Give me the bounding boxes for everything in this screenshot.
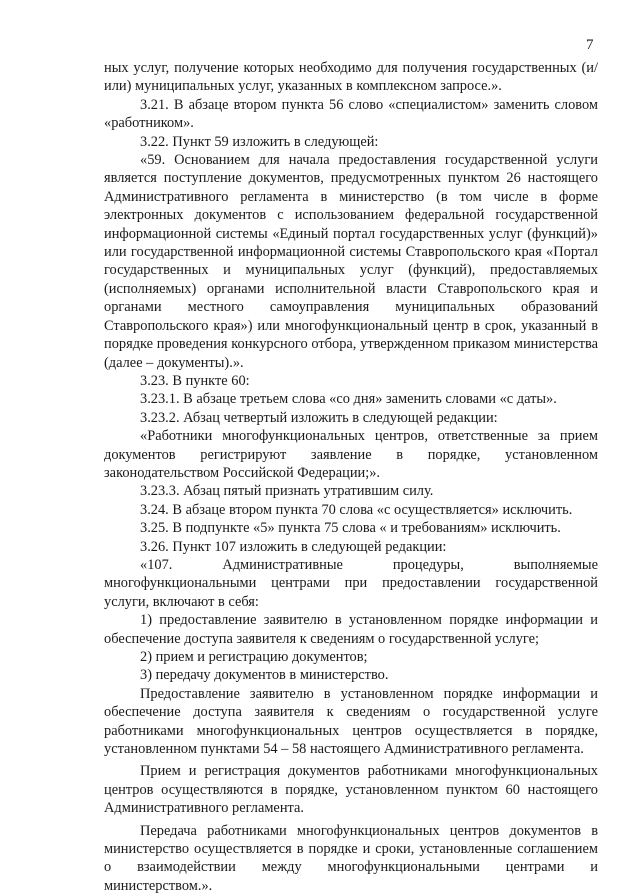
paragraph: 3.25. В подпункте «5» пункта 75 слова « и требованиям» исключить.: [140, 520, 561, 537]
paragraph: 3.26. Пункт 107 изложить в следующей редакции:: [140, 538, 447, 555]
paragraph: «Работники многофункциональных центров, ответственные за прием документов регистрируют заявление в порядке, установленном законодательством Российской Федерации;».: [104, 428, 598, 481]
paragraph: 3.24. В абзаце втором пункта 70 слова «с осуществляется» исключить.: [140, 501, 573, 518]
paragraph: Прием и регистрация документов работниками многофункциональных центров осуществляются в порядке, установленном пунктом 60 настоящего Административного регламента.: [104, 763, 598, 817]
paragraph: 3.23. В пункте 60:: [140, 372, 250, 389]
paragraph: 3.23.3. Абзац пятый признать утратившим силу.: [140, 483, 434, 500]
paragraph: Предоставление заявителю в установленном порядке информации и обеспечение доступа заявителя к сведениям о государственной услуге работниками многофункциональных центров осуществляется в порядке, установленном пунктами 54 – 58 настоящего Административного регламента.: [104, 685, 598, 758]
paragraph: 3.23.1. В абзаце третьем слова «со дня» заменить словами «с даты».: [140, 391, 557, 408]
list-item: 2) прием и регистрацию документов;: [140, 649, 368, 665]
document-body: [104, 59, 598, 895]
paragraph: «107. Административные процедуры, выполняемые многофункциональными центрами при предоставлении государственной услуги, включают в себя:: [104, 556, 598, 610]
list-item: 3) передачу документов в министерство.: [140, 667, 389, 684]
paragraph: 3.23.2. Абзац четвертый изложить в следующей редакции:: [140, 409, 498, 426]
list-item: 1) предоставление заявителю в установленном порядке информации и обеспечение доступа заявителя к сведениям о государственной услуге;: [104, 612, 598, 647]
paragraph: 3.21. В абзаце втором пункта 56 слово «специалистом» заменить словом «работником».: [104, 96, 598, 132]
paragraph: «59. Основанием для начала предоставления государственной услуги является поступление документов, предусмотренных пунктом 26 настоящего Административного регламента в министерство (в том числе в форме электронных документов с использованием федеральной государственной информационной системы «Единый портал государственных услуг (функций)» или государственной информационной системы Ставропольского края «Портал государственных и муниципальных услуг (функций), предоставляемых (исполняемых) органами исполнительной власти Ставропольского края и органами местного самоуправления муниципальных образований Ставропольского края») или многофункциональный центр в срок, указанный в порядке проведения конкурсного отбора, утвержденном приказом министерства (далее – документы).».: [104, 152, 598, 371]
paragraph: ных услуг, получение которых необходимо для получения государственных (и/или) муниципальных услуг, указанных в комплексном запросе.».: [104, 60, 598, 95]
page-number: 7: [586, 37, 594, 53]
paragraph: Передача работниками многофункциональных центров документов в министерство осуществляется в порядке и сроки, установленные соглашением о взаимодействии между многофункциональными центрами и министерством.».: [104, 822, 598, 894]
paragraph: 3.22. Пункт 59 изложить в следующей:: [140, 133, 379, 150]
